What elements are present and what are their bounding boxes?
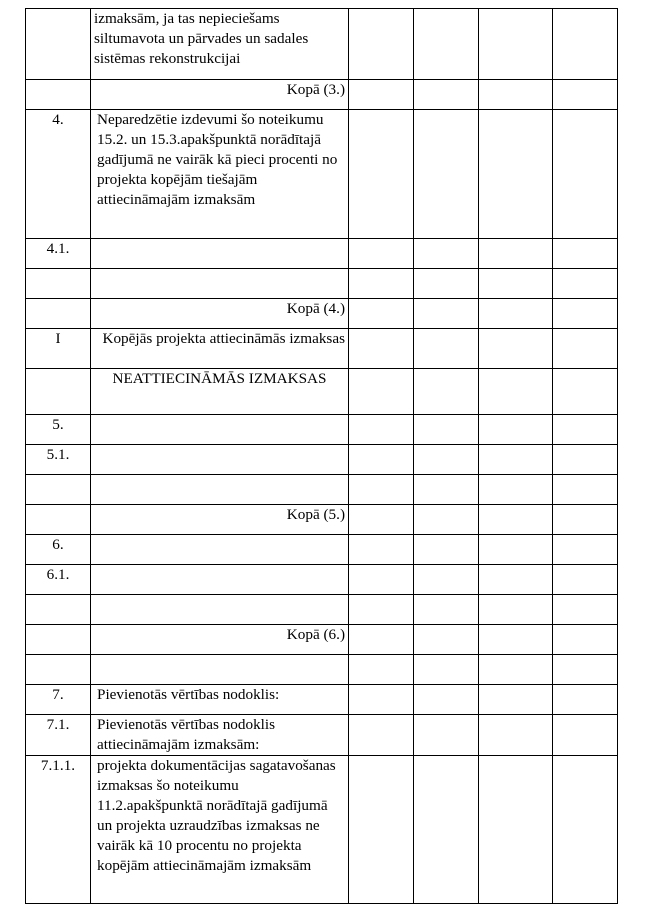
amount-cell [553, 505, 618, 535]
table-row [26, 299, 618, 329]
row-number-cell: 4.1. [26, 239, 91, 269]
amount-cell [553, 685, 618, 715]
amount-cell [349, 595, 414, 625]
amount-cell [479, 715, 553, 756]
row-number-cell [26, 269, 91, 299]
row-number-cell: 4. [26, 110, 91, 239]
amount-cell [479, 80, 553, 110]
amount-cell [349, 80, 414, 110]
amount-cell [349, 445, 414, 475]
amount-cell [414, 756, 479, 904]
amount-cell [414, 239, 479, 269]
table-row [26, 756, 618, 904]
budget-table-body [26, 9, 618, 904]
row-number-cell [26, 475, 91, 505]
amount-cell [414, 445, 479, 475]
row-description-cell: Kopā (3.) [91, 80, 349, 110]
table-row [26, 80, 618, 110]
row-description-cell [91, 565, 349, 595]
amount-cell [414, 595, 479, 625]
amount-cell [553, 110, 618, 239]
amount-cell [479, 269, 553, 299]
amount-cell [479, 655, 553, 685]
amount-cell [349, 329, 414, 369]
row-description-cell [91, 415, 349, 445]
amount-cell [414, 535, 479, 565]
amount-cell [553, 756, 618, 904]
amount-cell [414, 415, 479, 445]
amount-cell [479, 595, 553, 625]
amount-cell [349, 239, 414, 269]
table-row [26, 9, 618, 80]
table-row [26, 475, 618, 505]
amount-cell [553, 80, 618, 110]
row-number-cell [26, 299, 91, 329]
row-number-cell: 6.1. [26, 565, 91, 595]
amount-cell [553, 595, 618, 625]
row-description-cell [91, 445, 349, 475]
amount-cell [349, 269, 414, 299]
row-number-cell: 5.1. [26, 445, 91, 475]
amount-cell [349, 415, 414, 445]
amount-cell [479, 756, 553, 904]
amount-cell [414, 625, 479, 655]
row-number-cell: 7.1.1. [26, 756, 91, 904]
amount-cell [479, 369, 553, 415]
row-description-cell: Kopā (6.) [91, 625, 349, 655]
amount-cell [553, 369, 618, 415]
budget-table [25, 8, 618, 904]
amount-cell [553, 655, 618, 685]
amount-cell [414, 369, 479, 415]
amount-cell [553, 445, 618, 475]
row-description-cell: Kopējās projekta attiecināmās izmaksas [91, 329, 349, 369]
amount-cell [414, 565, 479, 595]
amount-cell [553, 565, 618, 595]
amount-cell [349, 475, 414, 505]
amount-cell [479, 445, 553, 475]
table-row [26, 535, 618, 565]
row-description-cell: projekta dokumentācijas sagatavošanas izmaksas šo noteikumu 11.2.apakšpunktā norādītajā gadījumā un projekta uzraudzības izmaksas ne vairāk kā 10 procentu no projekta kopējām attiecināmajām izmaksām [91, 756, 349, 904]
amount-cell [349, 505, 414, 535]
table-row [26, 685, 618, 715]
row-number-cell: 7. [26, 685, 91, 715]
amount-cell [553, 415, 618, 445]
amount-cell [349, 9, 414, 80]
amount-cell [479, 9, 553, 80]
amount-cell [553, 239, 618, 269]
amount-cell [349, 685, 414, 715]
row-number-cell: 5. [26, 415, 91, 445]
table-row [26, 415, 618, 445]
row-description-cell [91, 535, 349, 565]
amount-cell [479, 299, 553, 329]
amount-cell [414, 685, 479, 715]
row-number-cell [26, 625, 91, 655]
row-number-cell [26, 505, 91, 535]
row-number-cell: 6. [26, 535, 91, 565]
amount-cell [553, 625, 618, 655]
row-number-cell: I [26, 329, 91, 369]
amount-cell [349, 110, 414, 239]
table-row [26, 329, 618, 369]
amount-cell [479, 415, 553, 445]
amount-cell [479, 535, 553, 565]
amount-cell [414, 655, 479, 685]
amount-cell [479, 625, 553, 655]
amount-cell [479, 505, 553, 535]
amount-cell [349, 756, 414, 904]
amount-cell [553, 715, 618, 756]
amount-cell [479, 565, 553, 595]
amount-cell [553, 299, 618, 329]
amount-cell [479, 329, 553, 369]
row-description-cell [91, 655, 349, 685]
table-row [26, 505, 618, 535]
row-number-cell [26, 80, 91, 110]
amount-cell [479, 239, 553, 269]
amount-cell [349, 625, 414, 655]
table-row [26, 565, 618, 595]
amount-cell [349, 715, 414, 756]
table-row [26, 655, 618, 685]
amount-cell [479, 685, 553, 715]
amount-cell [414, 110, 479, 239]
amount-cell [349, 655, 414, 685]
amount-cell [414, 269, 479, 299]
row-description-cell: NEATTIECINĀMĀS IZMAKSAS [91, 369, 349, 415]
amount-cell [349, 535, 414, 565]
row-description-cell: Kopā (5.) [91, 505, 349, 535]
amount-cell [349, 299, 414, 329]
table-row [26, 595, 618, 625]
row-description-cell: Pievienotās vērtības nodoklis: [91, 685, 349, 715]
amount-cell [414, 475, 479, 505]
table-row [26, 369, 618, 415]
row-number-cell [26, 369, 91, 415]
table-row [26, 445, 618, 475]
amount-cell [553, 9, 618, 80]
table-row [26, 239, 618, 269]
row-description-cell [91, 475, 349, 505]
amount-cell [414, 505, 479, 535]
amount-cell [414, 329, 479, 369]
row-description-cell [91, 269, 349, 299]
table-row [26, 715, 618, 756]
amount-cell [414, 299, 479, 329]
table-row [26, 625, 618, 655]
amount-cell [414, 80, 479, 110]
amount-cell [553, 475, 618, 505]
row-number-cell [26, 595, 91, 625]
amount-cell [553, 329, 618, 369]
amount-cell [349, 565, 414, 595]
amount-cell [414, 9, 479, 80]
amount-cell [553, 535, 618, 565]
row-description-cell [91, 239, 349, 269]
row-description-cell: izmaksām, ja tas nepieciešams siltumavota un pārvades un sadales sistēmas rekonstrukcijai [91, 9, 349, 80]
amount-cell [479, 475, 553, 505]
row-description-cell: Pievienotās vērtības nodoklis attiecināmajām izmaksām: [91, 715, 349, 756]
row-number-cell: 7.1. [26, 715, 91, 756]
row-description-cell: Kopā (4.) [91, 299, 349, 329]
row-description-cell: Neparedzētie izdevumi šo noteikumu 15.2. un 15.3.apakšpunktā norādītajā gadījumā ne vairāk kā pieci procenti no projekta kopējām tiešajām attiecināmajām izmaksām [91, 110, 349, 239]
amount-cell [414, 715, 479, 756]
table-row [26, 110, 618, 239]
amount-cell [479, 110, 553, 239]
row-number-cell [26, 9, 91, 80]
table-row [26, 269, 618, 299]
amount-cell [553, 269, 618, 299]
row-description-cell [91, 595, 349, 625]
row-number-cell [26, 655, 91, 685]
amount-cell [349, 369, 414, 415]
